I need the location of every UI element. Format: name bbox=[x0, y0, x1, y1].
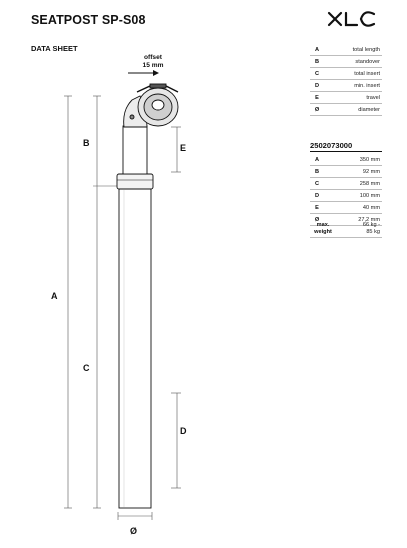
legend-row bbox=[310, 104, 382, 116]
spec-key: Ø bbox=[310, 214, 324, 226]
legend-label: standover bbox=[324, 56, 382, 68]
spec-key: C bbox=[310, 178, 324, 190]
legend-row bbox=[310, 56, 382, 68]
dim-label-b: B bbox=[83, 138, 90, 148]
legend-row bbox=[310, 68, 382, 80]
dimension-line-a bbox=[64, 96, 72, 508]
legend-label: travel bbox=[324, 92, 382, 104]
legend-key: D bbox=[310, 80, 324, 92]
max-weight-value bbox=[340, 222, 380, 235]
spec-table bbox=[310, 154, 382, 226]
legend-label: diameter bbox=[324, 104, 382, 116]
seatpost-lower-tube bbox=[119, 189, 151, 508]
spec-row bbox=[310, 154, 382, 166]
legend-key: E bbox=[310, 92, 324, 104]
max-weight-value-line2: 85 kg bbox=[366, 228, 380, 235]
spec-row bbox=[310, 202, 382, 214]
spec-value: 27,2 mm bbox=[324, 214, 382, 226]
dim-label-c: C bbox=[83, 363, 90, 373]
spec-value: 258 mm bbox=[324, 178, 382, 190]
legend-key: Ø bbox=[310, 104, 324, 116]
max-weight-key-line2: weight bbox=[314, 228, 332, 235]
legend-row bbox=[310, 92, 382, 104]
spec-key: B bbox=[310, 166, 324, 178]
legend-label: total length bbox=[324, 44, 382, 56]
data-sheet-heading: DATA SHEET bbox=[31, 44, 78, 53]
seatpost-stanchion bbox=[123, 126, 147, 174]
spec-value: 40 mm bbox=[324, 202, 382, 214]
legend-label: total insert bbox=[324, 68, 382, 80]
spec-row bbox=[310, 190, 382, 202]
dimension-line-c bbox=[93, 186, 101, 508]
spec-key: A bbox=[310, 154, 324, 166]
divider bbox=[310, 237, 382, 238]
legend-key: A bbox=[310, 44, 324, 56]
article-number: 2502073000 bbox=[310, 141, 382, 152]
spec-row bbox=[310, 166, 382, 178]
spec-value: 350 mm bbox=[324, 154, 382, 166]
legend-row bbox=[310, 44, 382, 56]
spec-value: 100 mm bbox=[324, 190, 382, 202]
page-title: SEATPOST SP-S08 bbox=[31, 13, 146, 27]
spec-key: D bbox=[310, 190, 324, 202]
spec-row bbox=[310, 178, 382, 190]
dim-label-diameter: Ø bbox=[130, 526, 138, 536]
dim-label-a: A bbox=[51, 291, 58, 301]
spec-value: 92 mm bbox=[324, 166, 382, 178]
seatpost-collar bbox=[117, 174, 153, 189]
seatpost-head bbox=[124, 84, 178, 127]
offset-label-value: 15 mm bbox=[142, 62, 164, 69]
dimension-line-b bbox=[93, 96, 118, 186]
offset-label-word: offset bbox=[144, 54, 162, 61]
legend-table bbox=[310, 44, 382, 116]
legend-key: B bbox=[310, 56, 324, 68]
dim-label-e: E bbox=[180, 143, 187, 153]
dimension-line-d bbox=[171, 393, 181, 488]
legend-label: min. insert bbox=[324, 80, 382, 92]
max-weight-key-line1: max. bbox=[316, 222, 330, 228]
spec-key: E bbox=[310, 202, 324, 214]
max-weight-value-line1: 66 kg - bbox=[362, 222, 380, 228]
dimension-line-diameter bbox=[118, 512, 152, 520]
legend-row bbox=[310, 80, 382, 92]
legend-key: C bbox=[310, 68, 324, 80]
dim-label-d: D bbox=[180, 426, 187, 436]
max-weight-key bbox=[310, 222, 336, 235]
